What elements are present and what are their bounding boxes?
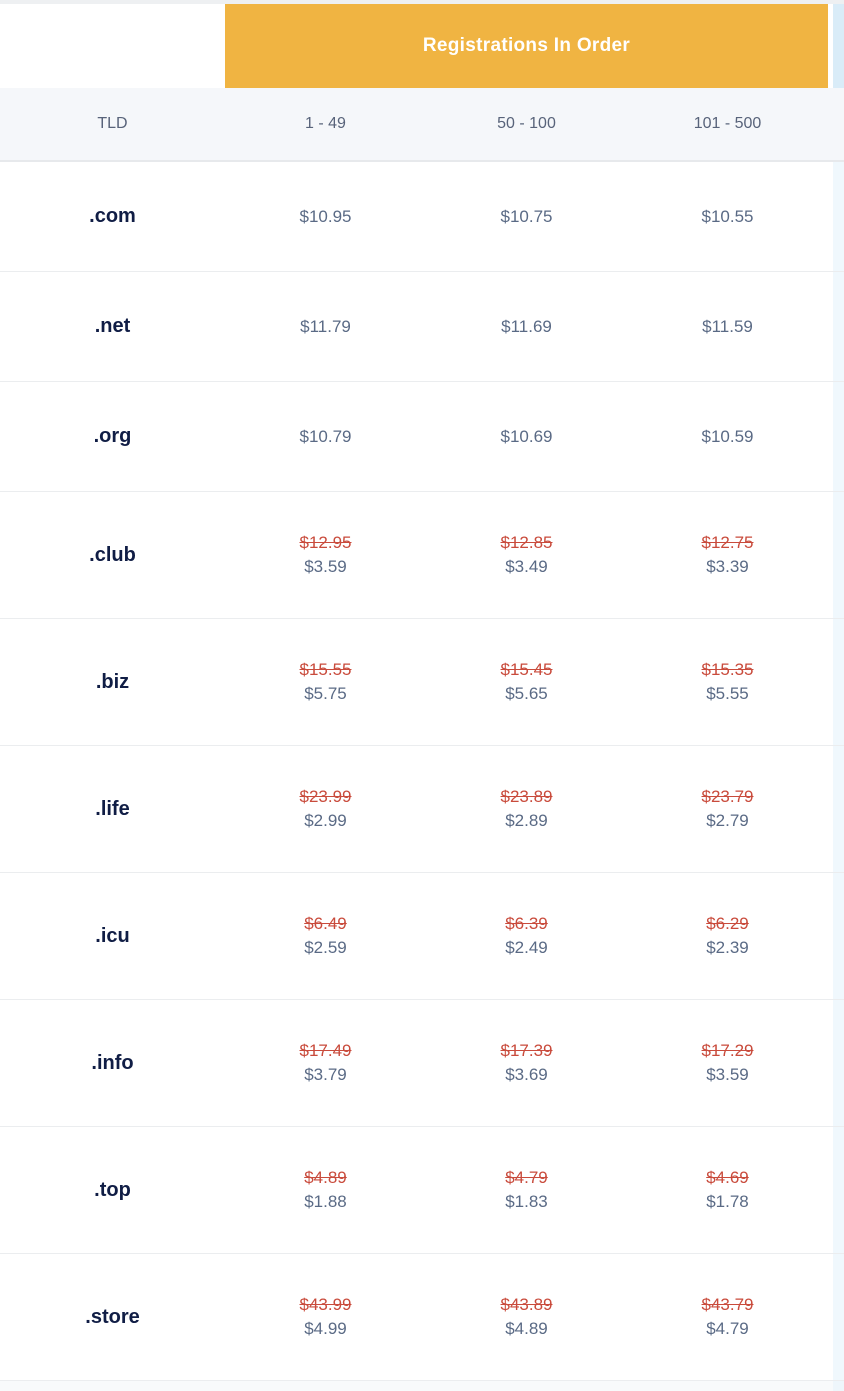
current-price: $4.79	[706, 1319, 749, 1338]
bottom-filler-main	[0, 1381, 833, 1391]
tld-cell: .com	[89, 205, 136, 227]
old-price: $17.39	[500, 1041, 553, 1060]
tld-cell: .top	[94, 1178, 131, 1201]
tld-cell: .info	[91, 1051, 134, 1074]
price-cell	[627, 531, 828, 579]
current-price: $5.65	[505, 684, 548, 703]
price-cell	[627, 912, 828, 960]
column-header-tier-1: 1 - 49	[305, 115, 346, 132]
old-price: $17.49	[299, 1041, 352, 1060]
next-section-strip	[833, 873, 844, 999]
next-section-strip	[833, 492, 844, 618]
section-header-row	[0, 4, 844, 88]
old-price: $15.45	[500, 660, 553, 679]
old-price: $17.29	[701, 1041, 754, 1060]
table-row	[0, 1127, 844, 1254]
tld-cell: .store	[85, 1305, 140, 1328]
tld-cell: .icu	[95, 924, 130, 947]
current-price: $3.39	[706, 557, 749, 576]
next-section-strip	[833, 162, 844, 271]
old-price: $6.39	[505, 914, 548, 933]
table-row	[0, 382, 844, 492]
current-price: $2.79	[706, 811, 749, 830]
column-header-tier-2: 50 - 100	[497, 115, 556, 132]
price-cell	[627, 785, 828, 833]
old-price: $43.89	[500, 1295, 553, 1314]
current-price: $1.78	[706, 1192, 749, 1211]
price-cell	[627, 658, 828, 706]
old-price: $12.75	[701, 533, 754, 552]
price-cell	[225, 531, 426, 579]
current-price: $5.55	[706, 684, 749, 703]
table-row	[0, 873, 844, 1000]
old-price: $12.95	[299, 533, 352, 552]
price-cell	[426, 912, 627, 960]
tld-cell: .net	[94, 315, 131, 337]
bottom-filler	[0, 1381, 844, 1391]
next-section-strip	[833, 1000, 844, 1126]
price-cell	[225, 912, 426, 960]
price-cell	[627, 424, 828, 449]
current-price: $2.39	[706, 938, 749, 957]
next-section-strip	[833, 382, 844, 491]
price-cell	[225, 314, 426, 339]
next-section-strip	[833, 272, 844, 381]
price-cell	[225, 785, 426, 833]
next-section-strip	[833, 746, 844, 872]
old-price: $43.79	[701, 1295, 754, 1314]
column-header-row	[0, 88, 844, 162]
price-cell	[426, 204, 627, 229]
table-row	[0, 1254, 844, 1381]
table-row	[0, 746, 844, 873]
old-price: $23.79	[701, 787, 754, 806]
current-price: $1.83	[505, 1192, 548, 1211]
table-row	[0, 1000, 844, 1127]
section-title: Registrations In Order	[422, 35, 631, 56]
price-cell	[426, 658, 627, 706]
current-price: $5.75	[304, 684, 347, 703]
price-cell	[426, 424, 627, 449]
column-header-tier-3: 101 - 500	[693, 115, 762, 132]
current-price: $2.99	[304, 811, 347, 830]
old-price: $23.89	[500, 787, 553, 806]
current-price: $10.69	[500, 427, 553, 446]
price-cell	[426, 1166, 627, 1214]
current-price: $10.75	[500, 207, 553, 226]
price-cell	[225, 1039, 426, 1087]
table-row	[0, 619, 844, 746]
old-price: $4.79	[505, 1168, 548, 1187]
price-cell	[627, 314, 828, 339]
current-price: $2.49	[505, 938, 548, 957]
tld-cell: .life	[95, 797, 130, 820]
price-cell	[225, 1293, 426, 1341]
current-price: $2.89	[505, 811, 548, 830]
old-price: $15.55	[299, 660, 352, 679]
next-section-strip	[833, 1127, 844, 1253]
table-row	[0, 492, 844, 619]
old-price: $6.29	[706, 914, 749, 933]
tld-cell: .biz	[95, 670, 130, 693]
price-cell	[426, 785, 627, 833]
price-cell	[225, 1166, 426, 1214]
price-cell	[426, 531, 627, 579]
header-corner-spacer	[0, 4, 225, 88]
bottom-filler-strip	[833, 1381, 844, 1391]
price-cell	[426, 1293, 627, 1341]
price-cell	[225, 204, 426, 229]
old-price: $23.99	[299, 787, 352, 806]
current-price: $4.99	[304, 1319, 347, 1338]
tld-cell: .org	[93, 425, 132, 447]
old-price: $4.69	[706, 1168, 749, 1187]
price-cell	[627, 1166, 828, 1214]
old-price: $6.49	[304, 914, 347, 933]
old-price: $43.99	[299, 1295, 352, 1314]
current-price: $1.88	[304, 1192, 347, 1211]
current-price: $3.59	[304, 557, 347, 576]
price-cell	[627, 1293, 828, 1341]
current-price: $10.59	[701, 427, 754, 446]
current-price: $10.95	[299, 207, 352, 226]
price-cell	[225, 424, 426, 449]
current-price: $10.79	[299, 427, 352, 446]
registrations-header	[225, 4, 828, 88]
current-price: $11.69	[501, 317, 552, 336]
next-section-header-edge	[833, 4, 844, 88]
current-price: $3.49	[505, 557, 548, 576]
current-price: $2.59	[304, 938, 347, 957]
column-header-tld: TLD	[97, 115, 128, 132]
table-row	[0, 162, 844, 272]
current-price: $3.69	[505, 1065, 548, 1084]
current-price: $3.59	[706, 1065, 749, 1084]
current-price: $4.89	[505, 1319, 548, 1338]
old-price: $4.89	[304, 1168, 347, 1187]
price-cell	[627, 1039, 828, 1087]
price-cell	[627, 204, 828, 229]
price-cell	[225, 658, 426, 706]
current-price: $11.79	[300, 317, 351, 336]
next-section-strip	[833, 1254, 844, 1380]
price-cell	[426, 314, 627, 339]
old-price: $12.85	[500, 533, 553, 552]
tld-cell: .club	[89, 543, 136, 566]
price-cell	[426, 1039, 627, 1087]
table-row	[0, 272, 844, 382]
current-price: $3.79	[304, 1065, 347, 1084]
next-section-strip	[833, 619, 844, 745]
old-price: $15.35	[701, 660, 754, 679]
current-price: $10.55	[701, 207, 754, 226]
current-price: $11.59	[702, 317, 753, 336]
